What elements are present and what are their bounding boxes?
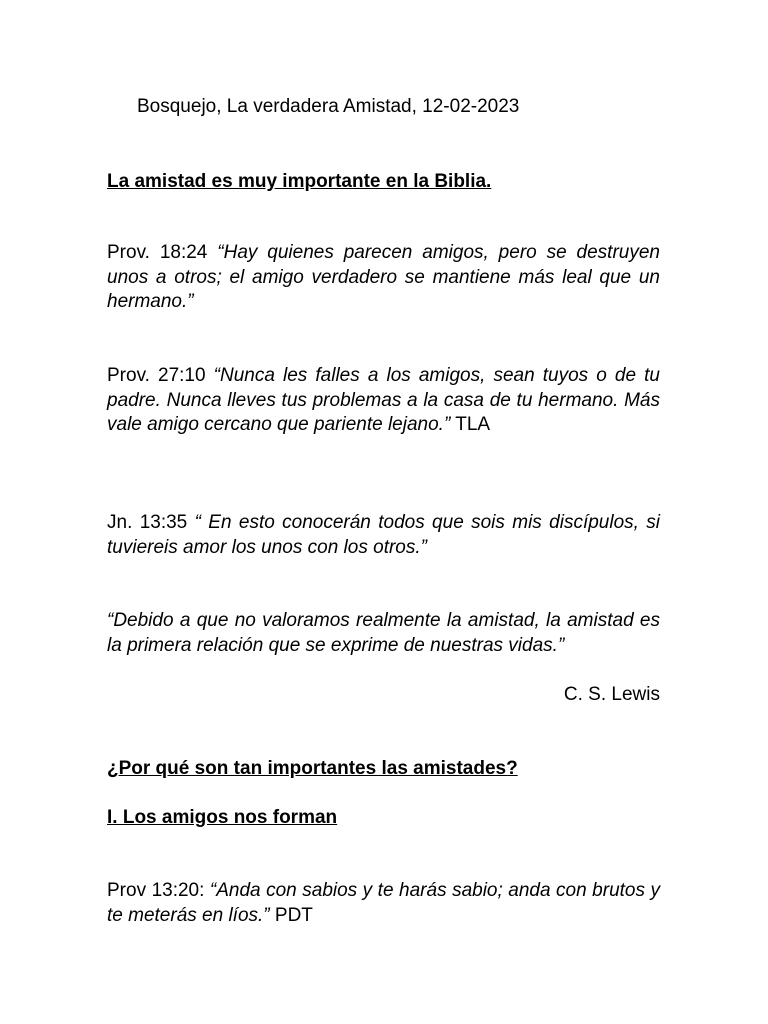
verse-reference: Prov 13:20:: [107, 880, 210, 901]
document-title-line: Bosquejo, La verdadera Amistad, 12-02-2023: [137, 96, 520, 117]
section-heading-friendship-bible: La amistad es muy importante en la Biblia.: [107, 171, 492, 192]
verse-prov-27-10: [107, 364, 660, 438]
verse-version: PDT: [269, 904, 313, 926]
verse-text: “Hay quienes parecen amigos, pero se destruyen unos a otros; el amigo verdadero se mantiene más leal que un hermano.”: [107, 242, 660, 312]
quote-author: C. S. Lewis: [563, 684, 660, 705]
verse-prov-13-20: [107, 879, 660, 928]
verse-jn-13-35: [107, 511, 660, 560]
verse-version: TLA: [450, 414, 491, 435]
verse-reference: Prov. 27:10: [107, 365, 214, 386]
section-heading-friends-shape-us: I. Los amigos nos forman: [107, 807, 338, 828]
quote-cs-lewis: “Debido a que no valoramos realmente la amistad, la amistad es la primera relación que se exprime de nuestras vidas.”: [107, 610, 660, 656]
verse-prov-18-24: [107, 241, 660, 315]
verse-reference: Prov. 18:24: [107, 242, 218, 263]
verse-text: “Anda con sabios y te harás sabio; anda con brutos y te meterás en líos.”: [107, 880, 660, 926]
verse-text: “Nunca les falles a los amigos, sean tuyos o de tu padre. Nunca lleves tus problemas a la casa de tu hermano. Más vale amigo cercano que pariente lejano.”: [107, 365, 660, 435]
section-heading-why-friendships: ¿Por qué son tan importantes las amistades?: [107, 758, 518, 779]
verse-reference: Jn. 13:35: [107, 512, 195, 533]
verse-text: “ En esto conocerán todos que sois mis discípulos, si tuviereis amor los unos con los otros.”: [107, 512, 660, 558]
